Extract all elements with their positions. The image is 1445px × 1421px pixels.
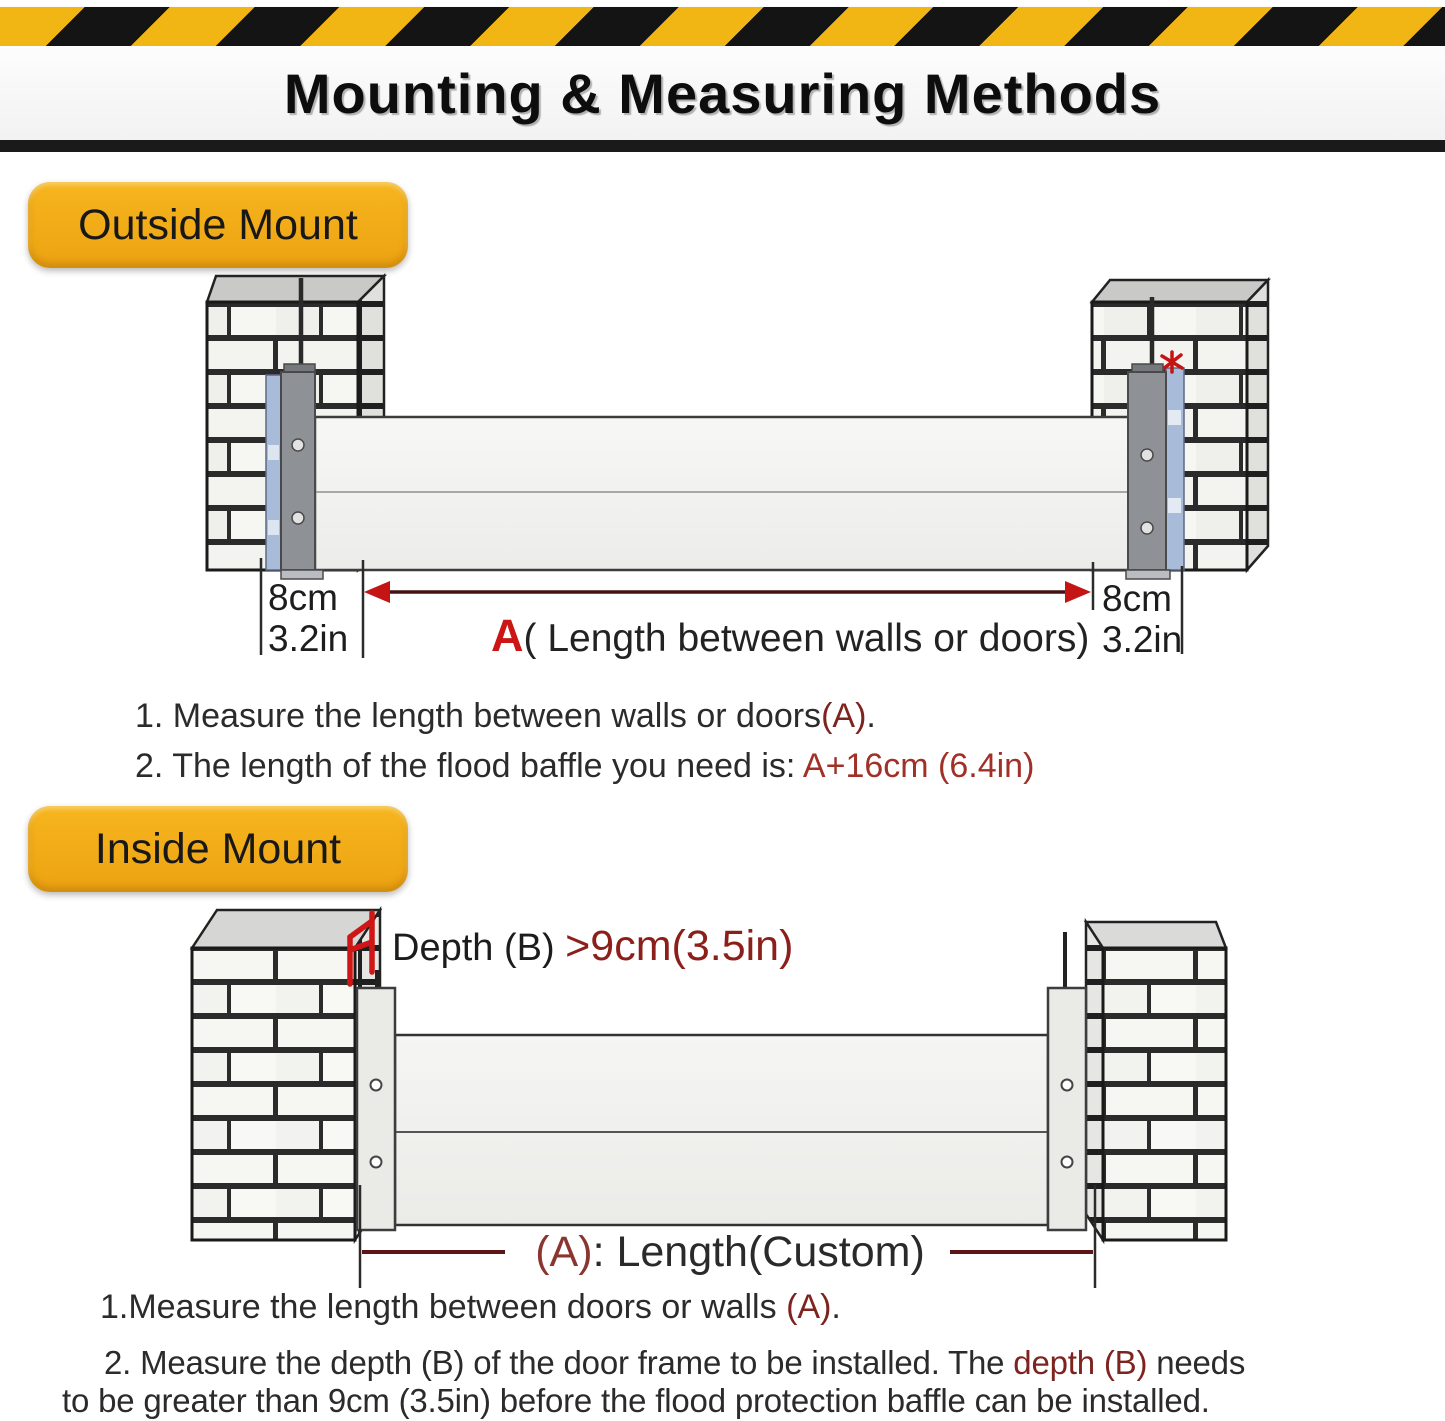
inside-step-2-line-1: 2. Measure the depth (B) of the door frame to be installed. The depth (B) needs xyxy=(104,1344,1246,1381)
screw-hole xyxy=(371,1157,382,1168)
screw-hole xyxy=(1141,522,1153,534)
hazard-stripe-band xyxy=(0,7,1445,46)
screw-hole xyxy=(1062,1080,1073,1091)
outside-step-1: 1. Measure the length between walls or doors(A). xyxy=(135,697,876,735)
outside-flood-baffle xyxy=(315,417,1130,570)
outside-left-channel xyxy=(266,375,281,570)
outside-right-channel xyxy=(1166,368,1184,570)
span-label-A: A xyxy=(491,610,524,661)
inside-step-2-line-2: to be greater than 9cm (3.5in) before the flood protection baffle can be installed. xyxy=(62,1382,1210,1419)
screw-hole xyxy=(1141,449,1153,461)
screw-hole xyxy=(1062,1157,1073,1168)
outside-span-label: A( Length between walls or doors) xyxy=(491,610,1090,661)
outside-step-2: 2. The length of the flood baffle you need is: A+16cm (6.4in) xyxy=(135,747,1035,785)
inside-left-bracket xyxy=(357,988,395,1230)
inside-depth-label: Depth (B) >9cm(3.5in) xyxy=(392,922,794,970)
inside-flood-baffle xyxy=(395,1035,1048,1225)
outside-right-dim-label: 8cm 3.2in xyxy=(1102,578,1183,660)
outside-mount-badge-label: Outside Mount xyxy=(78,200,358,249)
outside-mount-diagram xyxy=(0,270,1445,660)
outside-left-dim-label: 8cm 3.2in xyxy=(268,577,349,659)
inside-step-1: 1.Measure the length between doors or walls (A). xyxy=(100,1288,841,1326)
outside-span-arrow xyxy=(364,581,1091,603)
inside-length-label: (A): Length(Custom) xyxy=(535,1228,925,1276)
screw-hole xyxy=(292,512,304,524)
inside-mount-badge-label: Inside Mount xyxy=(94,824,342,873)
screw-hole xyxy=(292,439,304,451)
outside-mount-badge xyxy=(28,182,408,268)
outside-right-bracket xyxy=(1126,364,1170,579)
inside-right-bracket xyxy=(1048,988,1086,1230)
header xyxy=(0,46,1445,140)
inside-right-pillar xyxy=(1086,922,1226,1240)
header-divider xyxy=(0,140,1445,152)
page-title: Mounting & Measuring Methods xyxy=(283,61,1162,125)
screw-hole xyxy=(371,1080,382,1091)
